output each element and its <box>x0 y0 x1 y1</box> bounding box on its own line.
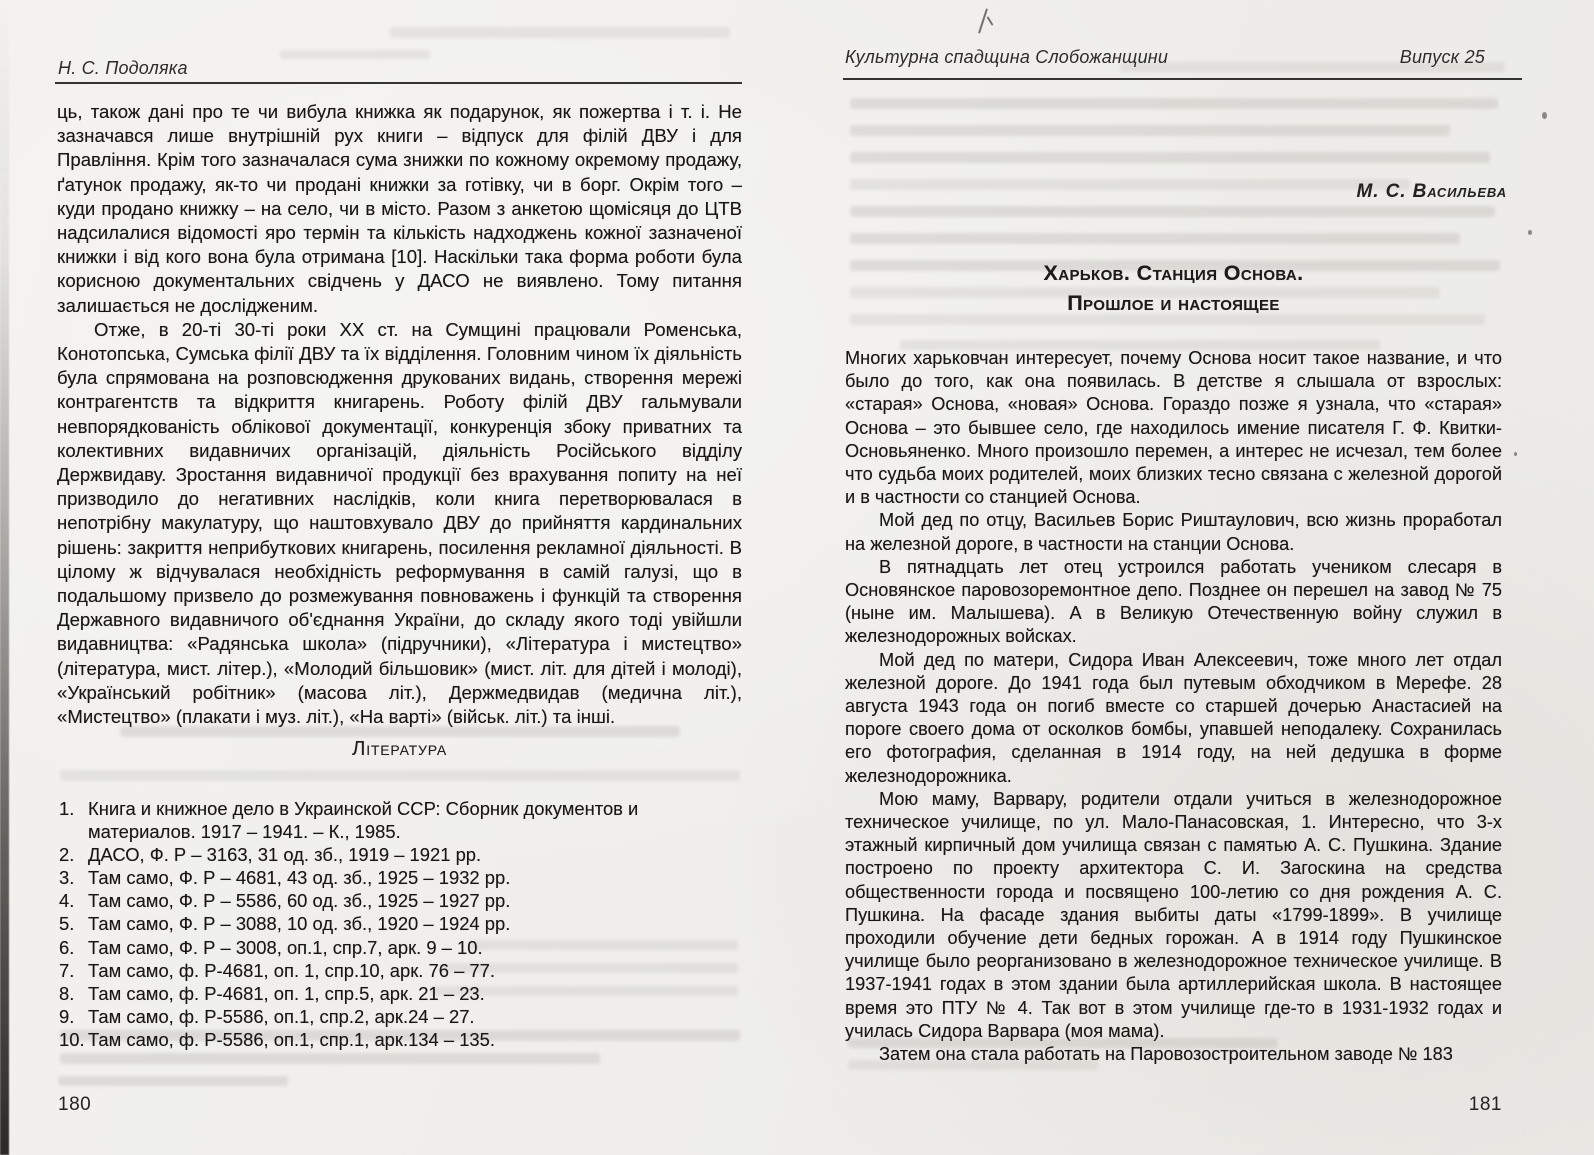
reference-number: 10. <box>59 1028 85 1050</box>
article-title-line2: Прошлое и настоящее <box>1067 291 1280 315</box>
reference-item <box>57 982 742 1005</box>
article-paragraph: Мой дед по матери, Сидора Иван Алексеевич, тоже много лет отдал железной дороге. До 1941 года был путевым обходчиком в Мерефе. 28 августа 1943 года он погиб вместе со старшей дочерью Анастасией на пороге своего дома от осколков бомбы, упавшей неподалеку. Сохранилась его фотография, сделанная в 1914 году, на ней дедушка в форме железнодорожника. <box>845 649 1502 786</box>
header-rule <box>55 82 742 84</box>
reference-item <box>57 912 742 935</box>
article-title-line1: Харьков. Станция Основа. <box>1043 261 1304 285</box>
reference-number: 3. <box>59 867 75 889</box>
running-header-author: Н. С. Подоляка <box>58 58 188 78</box>
reference-item <box>57 889 742 912</box>
article-paragraph: Многих харьковчан интересует, почему Основа носит такое название, и что было до того, как она появилась. В детстве я слышала от взрослых: «старая» Основа, «новая» Основа. Гораздо позже я узнала, что «старая» Основа – это бывшее село, где находилось имение писателя Г. Ф. Квитки-Основьяненко. Много произошло перемен, а интерес не исчезал, тем более что судьба моих родителей, моих близких тесно связана с железной дорогой и в частности со станцией Основа. <box>845 348 1502 508</box>
issue-label: Випуск 25 <box>1399 47 1485 67</box>
bleed-through-line <box>850 233 1460 244</box>
reference-number: 6. <box>59 936 75 958</box>
bleed-through-line <box>58 1076 288 1086</box>
bleed-through-line <box>280 50 430 59</box>
reference-list <box>57 797 742 1051</box>
article-body-left <box>57 100 742 729</box>
reference-item <box>57 936 742 959</box>
reference-item <box>57 797 742 843</box>
body-paragraph: Отже, в 20-ті 30-ті роки ХХ ст. на Сумщині працювали Роменська, Конотопська, Сумська філії ДВУ та їх відділення. Головним чином їх діяльність була спрямована на розповсюдження друкованих видань, створення мережі контрагентств та відкриття книгарень. Роботу філій ДВУ гальмували невпорядкованість облікової документації, конкуренція збоку приватних та колективних видавничих організацій, діяльність Російського відділу Держвидаву. Зростання видавничої продукції без врахування попиту на неї призводило до негативних наслідків, коли книга перетворювалася в непотрібну макулатуру, що наштовхувало ДВУ до прийняття кардинальних рішень: закриття неприбуткових книгарень, посилення рекламної діяльності. В цілому ж відчувалася необхідність реформування в самій галузі, що в подальшому призвело до розмежування повноважень і функцій та створення Державного видавничого об'єднання України, до складу якого тоді увійшли видавництва: «Радянська школа» (підручники), «Література і мистецтво» (література, мист. літер.), «Молодий більшовик» (мист. літ. для дітей і молоді), «Український робітник» (масова літ.), Держмедвидав (медична літ.), «Мистецтво» (плакати і муз. літ.), «На варті» (військ. літ.) та інші. <box>57 318 742 728</box>
reference-text: Там само, ф. Р-4681, оп. 1, спр.10, арк. 76 – 77. <box>88 959 495 981</box>
article-paragraph: Затем она стала работать на Паровозостроительном заводе № 183 <box>879 1044 1453 1065</box>
reference-text: Книга и книжное дело в Украинской ССР: Сборник документов и материалов. 1917 – 1941. – К., 1985. <box>88 798 639 843</box>
reference-number: 7. <box>59 959 75 981</box>
ink-speck <box>1542 112 1547 119</box>
body-paragraph: ць, також дані про те чи вибула книжка як подарунок, як пожертва і т. і. Не зазначався лише внутрішній рух книги – відпуск для філій ДВУ і для Правління. Крім того зазначалася сума знижки по кожному окремому продажу, ґатунок продажу, як-то чи продані книжки за готівку, чи в борг. Окрім того – куди продано книжку – на село, чи в місто. Разом з анкетою щомісяця до ЦТВ надсилалися відомості яро термін та кількість надходжень кожної зазначеної книжки і від кого вона була отримана [10]. Наскільки така форма роботи була корисною документальних свідчень у ДАСО не виявлено. Тому питання залишається не дослідженим. <box>57 101 742 316</box>
bleed-through-line <box>850 98 1498 109</box>
article-paragraph: Мою маму, Варвару, родители отдали учиться в железнодорожное техническое училище, по ул. Мало-Панасовская, 1. Интересно, что 3-х этажный кирпичный дом училища связан с памятью А. С. Пушкина. Здание построено по проекту архитектора С. И. Загоскина на средства общественности города и посвящено 100-летию со дня рождения А. С. Пушкина. На фасаде здания выбиты даты «1799-1899». В училище проходили обучение дети бедных горожан. А в 1914 году Пушкинское училище было реорганизовано в железнодорожное техническое училище. В 1937-1941 годах в этом здании была артиллерийская школа. В настоящее время это ПТУ № 4. Так вот в этом училище где-то в 1931-1932 годах и училась Сидора Варвара (моя мама). <box>845 788 1502 1041</box>
reference-item <box>57 843 742 866</box>
literature-heading: Література <box>351 737 448 760</box>
reference-item <box>57 866 742 889</box>
article-body-right <box>845 347 1502 1066</box>
running-header-row <box>845 47 1485 68</box>
reference-text: Там само, Ф. Р – 5586, 60 од. зб., 1925 – 1927 рр. <box>88 890 511 912</box>
page-number-left: 180 <box>58 1094 92 1115</box>
reference-item <box>57 1028 742 1051</box>
reference-number: 1. <box>59 798 75 819</box>
reference-number: 4. <box>59 890 75 912</box>
bleed-through-line <box>390 27 730 38</box>
journal-title-header: Культурна спадщина Слобожанщини <box>845 47 1169 67</box>
ink-speck <box>1514 452 1517 456</box>
reference-text: Там само, Ф. Р – 3088, 10 од. зб., 1920 – 1924 рр. <box>88 913 511 935</box>
reference-text: ДАСО, Ф. Р – 3163, 31 од. зб., 1919 – 1921 рр. <box>88 844 482 866</box>
bleed-through-line <box>60 770 740 781</box>
bleed-through-line <box>850 125 1450 136</box>
reference-item <box>57 1005 742 1028</box>
reference-text: Там само, ф. Р-4681, оп. 1, спр.5, арк. 21 – 23. <box>88 982 485 1004</box>
article-paragraph: Мой дед по отцу, Васильев Борис Риштаулович, всю жизнь проработал на железной дороге, в частности на станции Основа. <box>845 510 1502 554</box>
reference-item <box>57 959 742 982</box>
header-rule <box>843 78 1522 80</box>
page-number-right: 181 <box>1468 1094 1502 1115</box>
article-paragraph: В пятнадцать лет отец устроился работать учеником слесаря в Основянское паровозоремонтное депо. Позднее он перешел на завод № 75 (ныне им. Малышева). А в Великую Отечественную войну служил в железнодорожных войсках. <box>845 556 1502 647</box>
bleed-through-line <box>850 152 1490 163</box>
reference-number: 9. <box>59 1005 75 1027</box>
reference-text: Там само, Ф. Р – 3008, оп.1, спр.7, арк. 9 – 10. <box>88 936 483 958</box>
bleed-through-line <box>60 1053 600 1064</box>
reference-number: 2. <box>59 844 75 866</box>
reference-text: Там само, ф. Р-5586, оп.1, спр.2, арк.24 – 27. <box>88 1005 475 1027</box>
reference-number: 8. <box>59 982 75 1004</box>
reference-text: Там само, ф. Р-5586, оп.1, спр.1, арк.134 – 135. <box>88 1028 495 1050</box>
scan-scratch <box>987 16 994 26</box>
ink-speck <box>1528 230 1532 235</box>
scan-scratch <box>978 8 988 33</box>
reference-number: 5. <box>59 913 75 935</box>
reference-text: Там само, Ф. Р – 4681, 43 од. зб., 1925 – 1932 рр. <box>88 867 511 889</box>
article-author: М. С. Васильева <box>1356 181 1507 202</box>
article-title <box>845 258 1502 318</box>
bleed-through-line <box>850 206 1495 217</box>
scan-edge-shadow <box>0 0 9 1155</box>
